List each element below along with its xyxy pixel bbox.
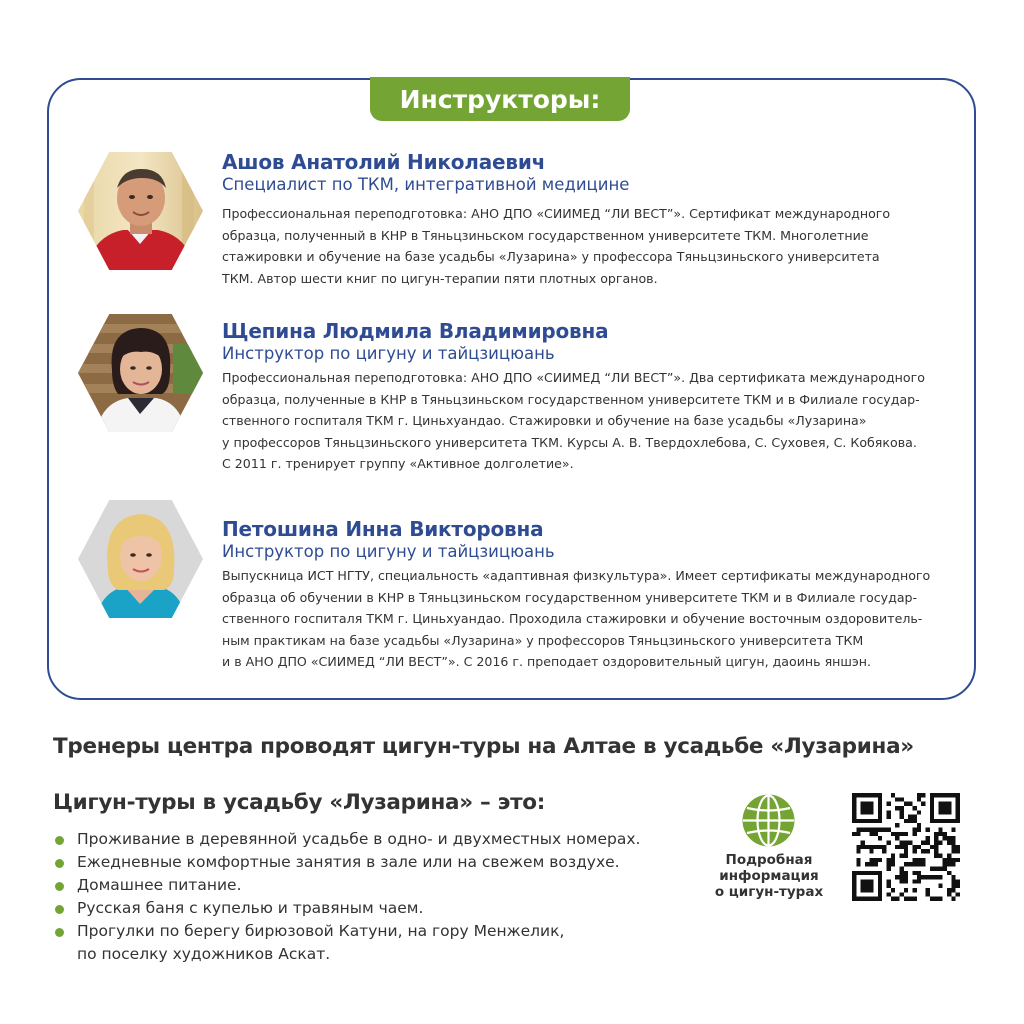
bio-line: Профессиональная переподготовка: АНО ДПО «СИИМЕД “ЛИ ВЕСТ”». Сертификат международного	[222, 206, 891, 221]
instructor-bio	[222, 367, 947, 475]
info-line: информация	[719, 868, 819, 884]
list-item	[53, 874, 713, 897]
list-item	[53, 897, 713, 920]
more-info-label[interactable]	[705, 852, 833, 900]
list-item-text: Домашнее питание.	[77, 876, 242, 894]
list-item-text: Ежедневные комфортные занятия в зале или на свежем воздухе.	[77, 853, 620, 871]
instructor-role: Инструктор по цигуну и тайцзицюань	[222, 344, 555, 363]
bio-line: Профессиональная переподготовка: АНО ДПО «СИИМЕД “ЛИ ВЕСТ”». Два сертификата международного	[222, 370, 925, 385]
info-line: Подробная	[725, 852, 813, 868]
bullet-icon	[55, 905, 64, 914]
bullet-icon	[55, 928, 64, 937]
bio-line: образца, полученный в КНР в Тяньцзиньском государственном университете ТКМ. Многолетние	[222, 227, 869, 243]
headline: Тренеры центра проводят цигун-туры на Алтае в усадьбе «Лузарина»	[53, 734, 914, 759]
instructor-name: Щепина Людмила Владимировна	[222, 319, 609, 343]
bio-line: ственного госпиталя ТКМ г. Циньхуандао. Проходила стажировки и обучение восточным оздоровитель-	[222, 611, 923, 626]
info-line: о цигун-турах	[714, 884, 824, 900]
bio-line: С 2011 г. тренирует группу «Активное долголетие».	[222, 456, 574, 471]
tours-title: Цигун-туры в усадьбу «Лузарина» – это:	[53, 790, 546, 815]
bullet-icon	[55, 836, 64, 845]
list-item-text: Прогулки по берегу бирюзовой Катуни, на гору Менжелик,	[77, 922, 565, 940]
bio-line: образца, полученные в КНР в Тяньцзиньском государственном университете ТКМ и в Филиале государ-	[222, 391, 920, 407]
bio-line: и в АНО ДПО «СИИМЕД “ЛИ ВЕСТ”». С 2016 г. преподает оздоровительный цигун, даоинь яншэн.	[222, 654, 872, 669]
instructor-bio	[222, 203, 947, 289]
qr-code[interactable]	[852, 793, 960, 901]
instructor-role: Специалист по ТКМ, интегративной медицине	[222, 175, 630, 194]
bio-line: ным практикам на базе усадьбы «Лузарина» у профессоров Тяньцзиньского университета ТКМ	[222, 632, 864, 648]
list-item	[53, 828, 713, 851]
bio-line: образца об обучении в КНР в Тяньцзиньском государственном университете ТКМ и в Филиале государ-	[222, 589, 918, 605]
bio-line: у профессоров Тяньцзиньского университета ТКМ. Курсы А. В. Твердохлебова, С. Суховея, С. Кобякова.	[222, 434, 917, 450]
tours-feature-list	[53, 828, 713, 966]
list-item-text: по поселку художников Аскат.	[77, 945, 331, 963]
instructor-name: Петошина Инна Викторовна	[222, 517, 544, 541]
bio-line: ТКМ. Автор шести книг по цигун-терапии пяти плотных органов.	[222, 270, 658, 286]
bio-line: Выпускница ИСТ НГТУ, специальность «адаптивная физкультура». Имеет сертификаты международного	[222, 568, 931, 583]
instructor-bio	[222, 565, 947, 673]
instructors-title-tab	[370, 77, 630, 121]
instructors-title: Инструкторы:	[399, 84, 601, 114]
globe-icon[interactable]	[741, 793, 796, 848]
instructor-name: Ашов Анатолий Николаевич	[222, 150, 546, 174]
instructor-role: Инструктор по цигуну и тайцзицюань	[222, 542, 555, 561]
bullet-icon	[55, 859, 64, 868]
list-item-text: Русская баня с купелью и травяным чаем.	[77, 899, 424, 917]
list-item	[53, 920, 713, 966]
bio-line: стажировки и обучение на базе усадьбы «Лузарина» у профессора Тяньцзиньского университета	[222, 249, 880, 264]
list-item-text: Проживание в деревянной усадьбе в одно- и двухместных номерах.	[77, 830, 641, 848]
bullet-icon	[55, 882, 64, 891]
list-item	[53, 851, 713, 874]
bio-line: ственного госпиталя ТКМ г. Циньхуандао. Стажировки и обучение на базе усадьбы «Лузарина»	[222, 413, 867, 428]
